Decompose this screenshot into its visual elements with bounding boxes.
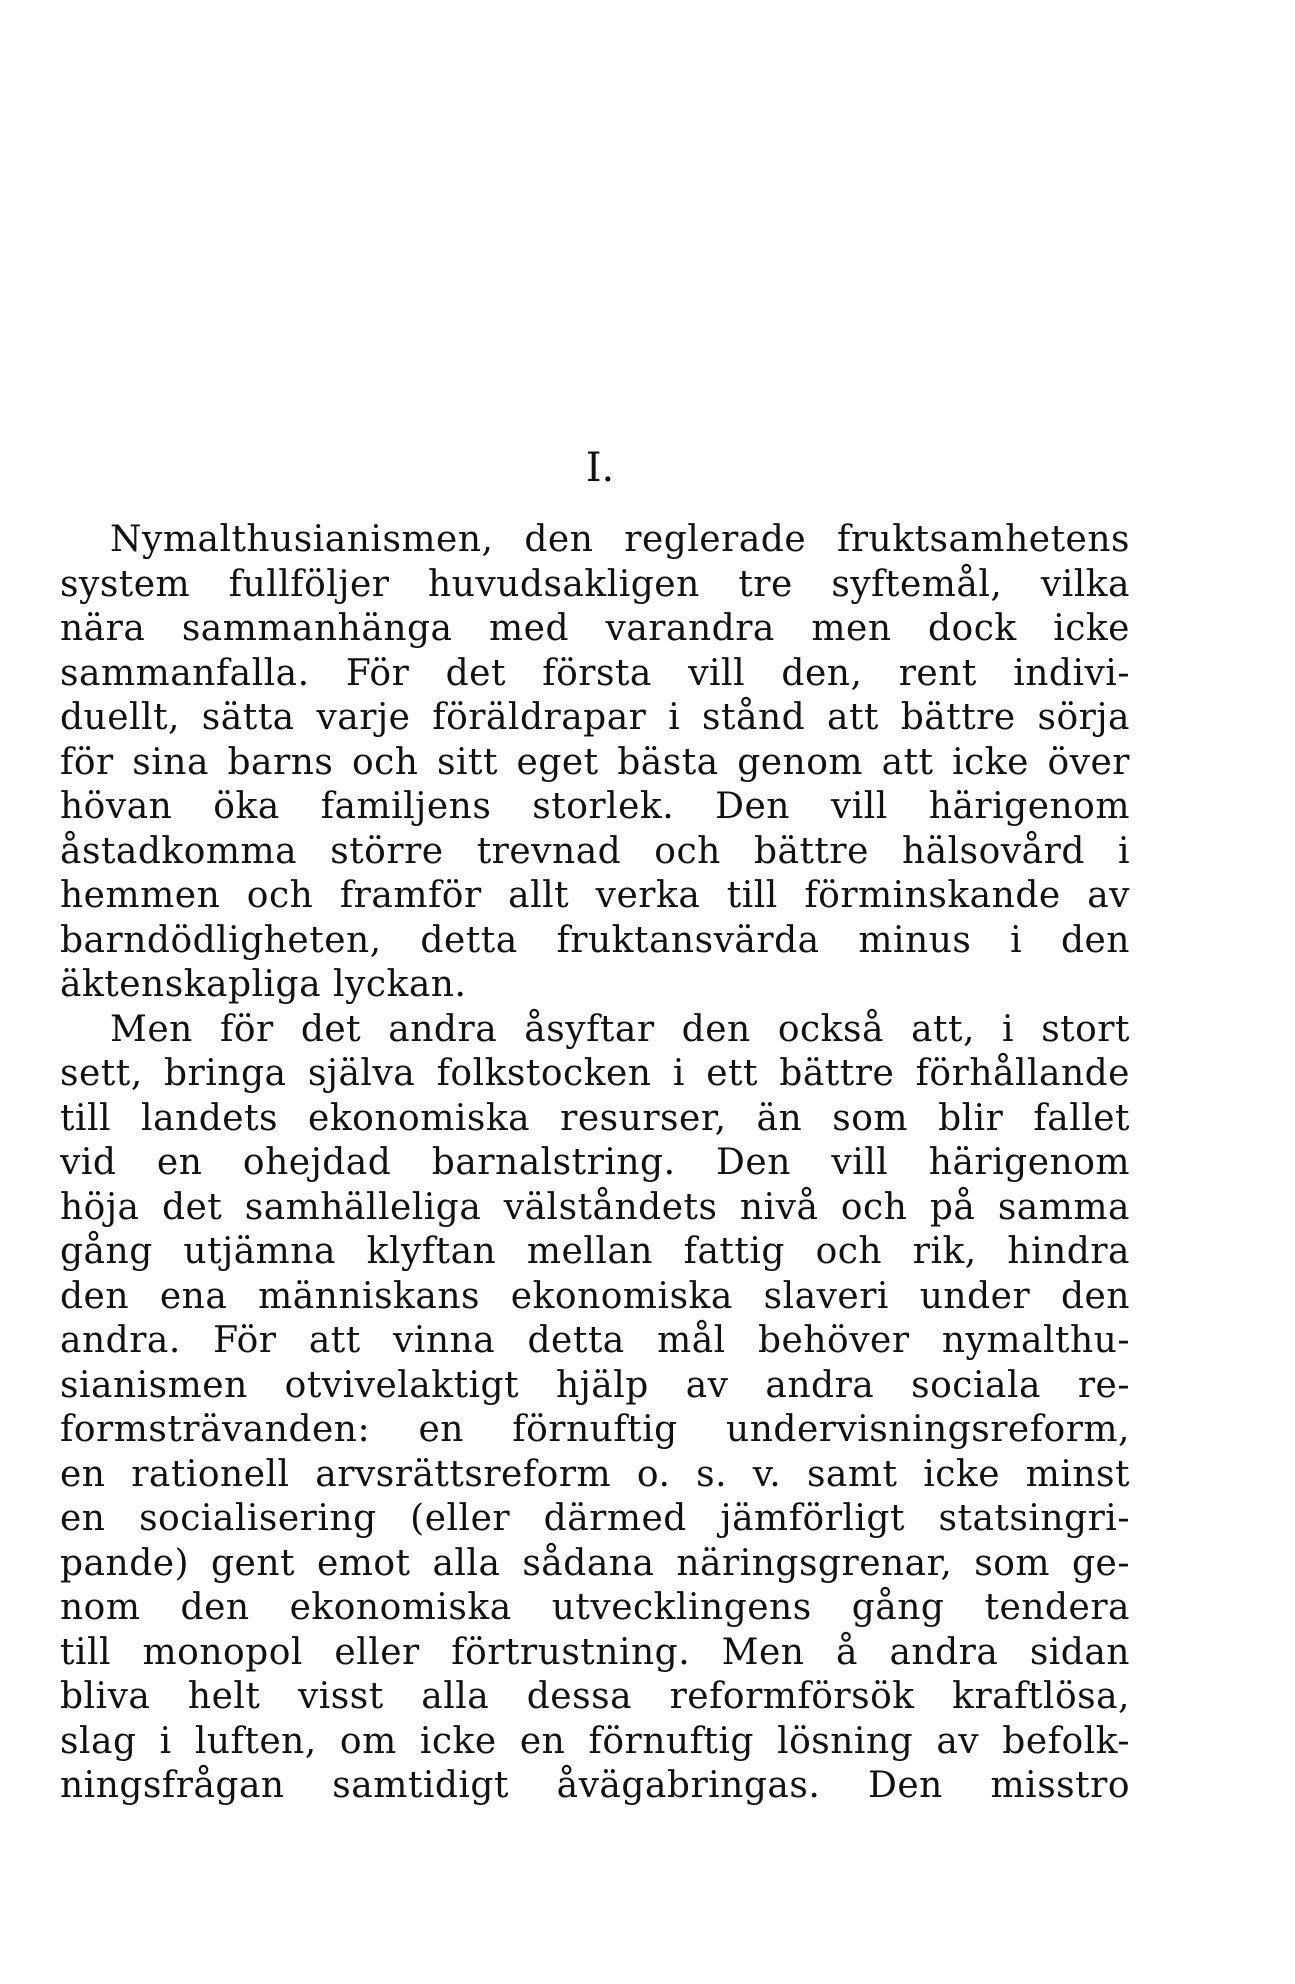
text-line: andra. För att vinna detta mål behöver nymalthu-: [60, 1320, 1130, 1361]
text-line: en rationell arvsrättsreform o. s. v. samt icke minst: [60, 1453, 1130, 1495]
section-number: I.: [585, 445, 615, 491]
text-line: barndödligheten, detta fruktansvärda minus i den: [60, 919, 1130, 961]
text-line: system fullföljer huvudsakligen tre syftemål, vilka: [60, 563, 1130, 605]
text-line: nom den ekonomiska utvecklingens gång tendera: [60, 1587, 1130, 1628]
text-line: höja det samhälleliga välståndets nivå och på samma: [60, 1186, 1130, 1228]
text-line: Nymalthusianismen, den reglerade fruktsamhetens: [110, 519, 1130, 560]
text-line: sammanfalla. För det första vill den, rent indivi-: [60, 652, 1130, 694]
text-line: för sina barns och sitt eget bästa genom att icke över: [60, 741, 1130, 783]
body-text: [60, 518, 1130, 1809]
text-line: duellt, sätta varje föräldrapar i stånd att bättre sörja: [60, 697, 1130, 738]
text-line: pande) gent emot alla sådana näringsgrenar, som ge-: [60, 1542, 1130, 1584]
text-line: en socialisering (eller därmed jämförligt statsingri-: [60, 1498, 1130, 1539]
text-line: hemmen och framför allt verka till förminskande av: [60, 875, 1130, 916]
text-line: slag i luften, om icke en förnuftig lösning av befolk-: [60, 1720, 1130, 1762]
text-line: Men för det andra åsyftar den också att, i stort: [110, 1008, 1130, 1050]
text-line: sianismen otvivelaktigt hjälp av andra sociala re-: [60, 1364, 1130, 1406]
text-line: den ena människans ekonomiska slaveri under den: [60, 1275, 1130, 1317]
text-line: bliva helt visst alla dessa reformförsök kraftlösa,: [60, 1676, 1130, 1717]
text-line: ningsfrågan samtidigt åvägabringas. Den misstro: [60, 1765, 1130, 1806]
text-line: hövan öka familjens storlek. Den vill härigenom: [60, 786, 1130, 827]
text-line: gång utjämna klyftan mellan fattig och rik, hindra: [60, 1231, 1130, 1272]
text-line: sett, bringa själva folkstocken i ett bättre förhållande: [60, 1053, 1130, 1094]
text-line: nära sammanhänga med varandra men dock icke: [60, 608, 1130, 649]
text-line: äktenskapliga lyckan.: [60, 964, 467, 1005]
text-line: till monopol eller förtrustning. Men å andra sidan: [60, 1631, 1130, 1673]
text-line: åstadkomma större trevnad och bättre hälsovård i: [60, 830, 1130, 872]
text-line: till landets ekonomiska resurser, än som blir fallet: [60, 1097, 1130, 1139]
text-line: formsträvanden: en förnuftig undervisningsreform,: [60, 1409, 1130, 1450]
text-line: vid en ohejdad barnalstring. Den vill härigenom: [60, 1142, 1130, 1183]
